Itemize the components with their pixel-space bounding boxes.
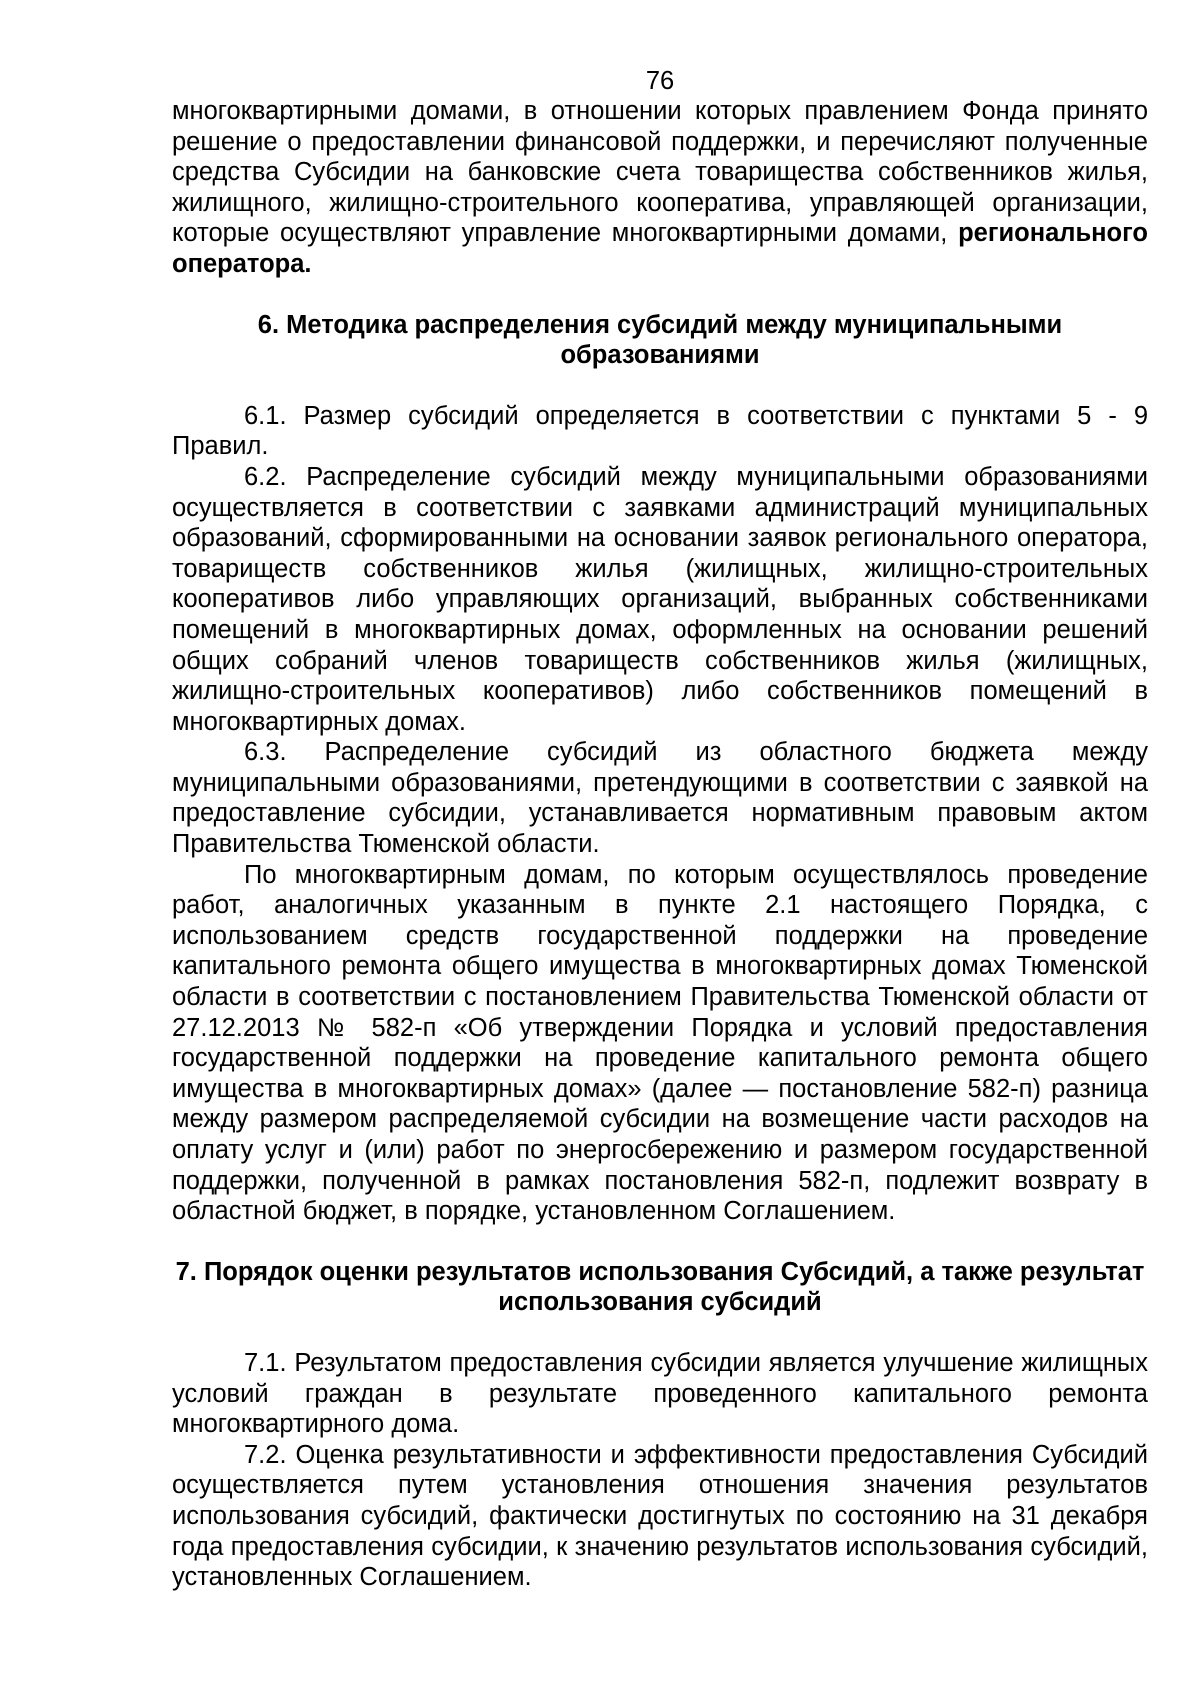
intro-text: многоквартирными домами, в отношении которых правлением Фонда принято решение о предоставлении финансовой поддержки, и перечисляют полученные средства Субсидии на банковские счета товарищества собственников жилья, жилищного, жилищно-строительного кооператива, управляющей организации, которые осуществляют управление многоквартирными домами, <box>172 97 1148 248</box>
section-7-heading: 7. Порядок оценки результатов использования Субсидий, а также результат использования субсидий <box>175 1257 1145 1317</box>
paragraph-6-1: 6.1. Размер субсидий определяется в соответствии с пунктами 5 - 9 Правил. <box>172 401 1148 461</box>
paragraph-7-1: 7.1. Результатом предоставления субсидии является улучшение жилищных условий граждан в результате проведенного капитального ремонта многоквартирного дома. <box>172 1348 1148 1439</box>
page-number: 76 <box>645 67 675 95</box>
section-6-heading: 6. Методика распределения субсидий между муниципальными образованиями <box>257 310 1063 370</box>
intro-paragraph <box>172 96 1148 280</box>
paragraph-7-2: 7.2. Оценка результативности и эффективности предоставления Субсидий осуществляется путем установления отношения значения результатов использования субсидий, фактически достигнутых по состоянию на 31 декабря года предоставления субсидии, к значению результатов использования субсидий, установленных Соглашением. <box>172 1440 1148 1592</box>
document-page <box>172 66 1148 1593</box>
paragraph-6-3-continued: По многоквартирным домам, по которым осуществлялось проведение работ, аналогичных указанным в пункте 2.1 настоящего Порядка, с использованием средств государственной поддержки на проведение капитального ремонта общего имущества в многоквартирных домах Тюменской области в соответствии с постановлением Правительства Тюменской области от 27.12.2013 № 582-п «Об утверждении Порядка и условий предоставления государственной поддержки на проведение капитального ремонта общего имущества в многоквартирных домах» (далее — постановление 582-п) разница между размером распределяемой субсидии на возмещение части расходов на оплату услуг и (или) работ по энергосбережению и размером государственной поддержки, полученной в рамках постановления 582-п, подлежит возврату в областной бюджет, в порядке, установленном Соглашением. <box>172 860 1148 1226</box>
paragraph-6-2: 6.2. Распределение субсидий между муниципальными образованиями осуществляется в соответствии с заявками администраций муниципальных образований, сформированными на основании заявок регионального оператора, товариществ собственников жилья (жилищных, жилищно-строительных кооперативов либо управляющих организаций, выбранных собственниками помещений в многоквартирных домах, оформленных на основании решений общих собраний членов товариществ собственников жилья (жилищных, жилищно-строительных кооперативов) либо собственников помещений в многоквартирных домах. <box>172 462 1148 736</box>
paragraph-6-3: 6.3. Распределение субсидий из областного бюджета между муниципальными образованиями, претендующими в соответствии с заявкой на предоставление субсидии, устанавливается нормативным правовым актом Правительства Тюменской области. <box>172 738 1148 859</box>
intro-bold-tail: регионального оператора. <box>172 219 1148 278</box>
